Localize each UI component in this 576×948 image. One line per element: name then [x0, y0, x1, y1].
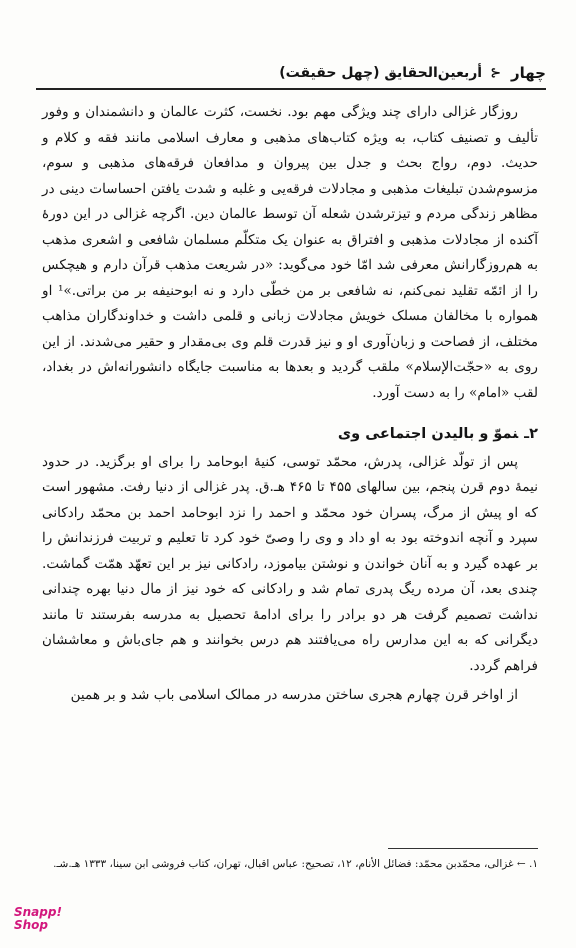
header-ornament-icon: ⊰ [490, 65, 502, 81]
book-title: أربعین‌الحقایق (چهل حقیقت) [279, 65, 483, 81]
paragraph-3: از اواخر قرن چهارم هجری ساختن مدرسه در ممالک اسلامی باب شد و بر همین [70, 687, 518, 703]
logo-line-2: Shop [14, 918, 49, 932]
page-number-label: چهار [511, 64, 546, 82]
paragraph-1: روزگار غزالی دارای چند ویژگی مهم بود. نخست، کثرت عالمان و دانشمندان و وفور تألیف و تصنیف کتاب، به ویژه کتاب‌های مذهبی و معارف اسلامی مانند فقه و کلام و حدیث. دوم، رواج بحث و جدل بین پیروان و مدافعان فرقه‌های مذهبی و سوم، مزسوم‌شدن تبلیغات مذهبی و مجادلات فرقه‌یی و غلبه و شدت یافتن احساسات دینی در مظاهر زندگی مردم و تیزترشدن شعله آن توسط عالمان دین. اگرچه غزالی در این دورهٔ آکنده از مجادلات مذهبی و افتراق به عنوان یک متکلّم مسلمان شافعی و اشعری مذهب به هم‌روزگارانش معرفی شد امّا خود می‌گوید: «در شریعت مذهب قرآن دارم و هیچکس را از ائمّه تقلید نمی‌کنم، نه شافعی بر من خطّی دارد و نه ابوحنیفه بر من براتی.»¹ او همواره با مخالفان مسلک خویش مجادلات زبانی و قلمی داشت و خداوندگاران مذاهب مختلف، از فصاحت و زبان‌آوری او و نیز قدرت قلم وی بی‌مقدار و حقیر می‌شدند. از این روی به «حجّت‌الإسلام» ملقب گردید و بعدها به مناسبت جایگاه دانشورانه‌اش در بغداد، لقب «امام» را به دست آورد. [42, 104, 538, 401]
section-heading [42, 422, 538, 448]
footnote: ۱. ← غزالی، محمّدبن محمّد: فضائل الأنام، ۱۲، تصحیح: عباس اقبال، تهران، کتاب فروشی ابن سینا، ۱۳۳۳ هـ.شـ. [53, 858, 538, 870]
logo-line-1: Snapp! [14, 905, 62, 919]
footnote-divider [388, 848, 538, 849]
section-title: نموّ و بالیدن اجتماعی وی [337, 426, 519, 442]
page-body [42, 100, 538, 709]
running-header [36, 58, 546, 90]
snappshop-watermark-logo [14, 906, 66, 932]
paragraph-2: پس از تولّد غزالی، پدرش، محمّد توسی، کنیهٔ ابوحامد را برای او برگزید. در حدود نیمهٔ دوم قرن پنجم، بین سالهای ۴۵۵ تا ۴۶۵ هـ.ق. پدر غزالی از دنیا رفت. مشهور است که او پیش از مرگ، پسران خود محمّد و احمد را نزد ابوحامد احمد بن محمّد رادکانی سپرد و آنچه اندوخته بود به او داد و وی را وصیّ خود کرد تا تعلیم و تربیت فرزندانش را بر عهده گیرد و به آنان خواندن و نوشتن بیاموزد، رادکانی نیز بر این تعهّد همّت گماشت. چندی بعد، آن مرده ریگ پدری تمام شد و رادکانی که خود نیز از مال دنیا بهره چندانی نداشت تصمیم گرفت هر دو برادر را برای ادامهٔ تحصیل به مدرسه بفرستند تا مانند دیگرانی که به این مدارس راه می‌یافتند هم درس بخوانند و هم جای‌باش و معاششان فراهم گردد. [42, 453, 538, 674]
section-number: ۲ـ [524, 426, 538, 442]
